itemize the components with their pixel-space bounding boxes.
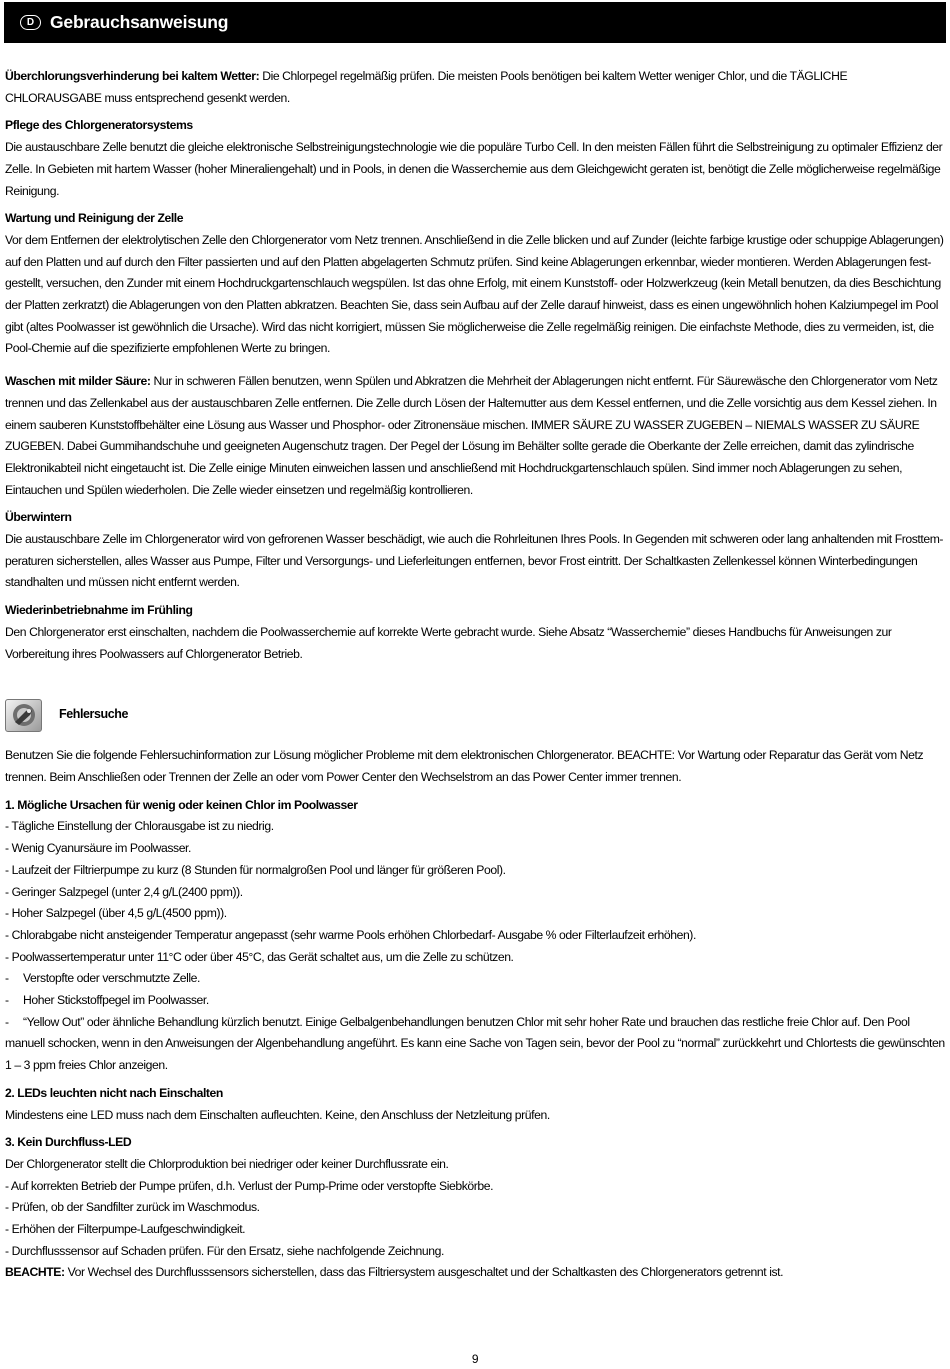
list-item: - Erhöhen der Filterpumpe-Laufgeschwindigkeit. bbox=[5, 1222, 246, 1237]
page-header bbox=[4, 2, 946, 43]
acid-wash-paragraph bbox=[5, 371, 945, 501]
maintenance-text: Vor dem Entfernen der elektrolytischen Zelle den Chlorgenerator vom Netz trennen. Anschließend in die Zelle blicken und auf Zunder (leichte farbige krustige oder schuppige Ablagerungen) auf den Platten und auf durch den Filter passierten und auf den Platten abgelagerten Schmutz prüfen. Sind keine Ablagerungen erkennbar, wieder montieren. Werden Ablagerungen fest-gestellt, versuchen, den Zunder mit einem Hochdruckgartenschlauch wegspülen. Ist das ohne Erfolg, mit einem Kunststoff- oder Holzwerkzeug (kein Metall benutzen, da dies Beschichtung der Platten zerkratzt) die Ablagerungen von den Platten abkratzen. Beachten Sie, dass sein Aufbau auf der Zelle darauf hinweist, dass es einen ungewöhnlich hohen Kalziumpegel im Pool gibt (altes Poolwasser ist gewöhnlich die Ursache). Wird das nicht korrigiert, müssen Sie möglicherweise die Zelle regelmäßig reinigen. Die einfachste Methode, dies zu vermeiden, ist, die Pool-Chemie auf die spezifizierte empfohlenen Werte zu bringen. bbox=[5, 232, 944, 356]
list-item: - “Yellow Out” oder ähnliche Behandlung kürzlich benutzt. Einige Gelbalgenbehandlungen benutzen Chlor mit sehr hoher Rate und brauchen das restliche freie Chlor auf. Den Pool manuell schocken, wenn in den Anweisungen der Algenbehandlung angeführt. Es kann eine Sache von Tagen sein, bevor der Pool zu “normal” zurückkehrt und Chlortests die gewünschten 1 – 3 ppm freies Chlor anzeigen. bbox=[5, 1014, 945, 1073]
list-item: - Durchflusssensor auf Schaden prüfen. Für den Ersatz, siehe nachfolgende Zeichnung. bbox=[5, 1243, 444, 1258]
document-body bbox=[5, 66, 945, 1284]
care-heading: Pflege des Chlorgeneratorsystems bbox=[5, 118, 193, 133]
cold-weather-text: Die Chlorpegel regelmäßig prüfen. Die meisten Pools benötigen bei kaltem Wetter weniger Chlor, und die TÄGLICHE CHLORAUSGABE muss entsprechend gesenkt werden. bbox=[5, 69, 848, 105]
list-item: - Geringer Salzpegel (unter 2,4 g/L(2400 ppm)). bbox=[5, 884, 243, 899]
page-title: Gebrauchsanweisung bbox=[50, 12, 229, 32]
list-item: - Chlorabgabe nicht ansteigender Temperatur angepasst (sehr warme Pools erhöhen Chlorbedarf- Ausgabe % oder Filterlaufzeit erhöhen). bbox=[5, 927, 696, 942]
acid-wash-text: Nur in schweren Fällen benutzen, wenn Spülen und Abkratzen die Mehrheit der Ablagerungen nicht entfernt. Für Säurewäsche den Chlorgenerator vom Netz trennen und das Zellenkabel aus der austauschbaren Zelle entfernen. Die Zelle durch Lösen der Haltemutter aus dem Kessel entfernen, und die Zelle vorsichtig aus dem Kessel ziehen. In einem sauberen Kunststoffbehälter eine Lösung aus Wasser und Phosphor- oder Zitronensäue mischen. IMMER SÄURE ZU WASSER ZUGEBEN – NIEMALS WASSER ZU SÄURE ZUGEBEN. Dabei Gummihandschuhe und geeigneten Augenschutz tragen. Der Pegel der Lösung im Behälter sollte gerade die Oberkante der Zelle erreichen, damit das zylindrische Elektronikabteil nicht eingetaucht ist. Die Zelle einige Minuten einweichen lassen und anschließend mit Hochdruckgartenschlauch spülen. Sind immer noch Ablagerungen zu sehen, Eintauchen und Spülen wiederholen. Die Zelle wieder einsetzen und regelmäßig kontrollieren. bbox=[5, 374, 938, 497]
acid-wash-label: Waschen mit milder Säure: bbox=[5, 374, 151, 389]
list-item-text: Verstopfte oder verschmutzte Zelle. bbox=[23, 971, 201, 986]
care-text: Die austauschbare Zelle benutzt die gleiche elektronische Selbstreinigungstechnologie wie die populäre Turbo Cell. In den meisten Fällen führt die Selbstreinigung zu optimaler Effizienz der Zelle. In Gebieten mit hartem Wasser (hoher Mineraliengehalt) und in Pools, in denen die Wasserchemie aus dem Gleichgewicht geraten ist, benötigt die Zelle möglicherweise regelmäßige Reinigung. bbox=[5, 140, 943, 198]
item2-heading: 2. LEDs leuchten nicht nach Einschalten bbox=[5, 1085, 223, 1100]
list-item: - Wenig Cyanursäure im Poolwasser. bbox=[5, 841, 191, 856]
item1-heading: 1. Mögliche Ursachen für wenig oder keinen Chlor im Poolwasser bbox=[5, 797, 358, 812]
list-item: - Hoher Salzpegel (über 4,5 g/L(4500 ppm)). bbox=[5, 906, 227, 921]
wrench-icon bbox=[5, 699, 42, 732]
list-item: - Auf korrekten Betrieb der Pumpe prüfen, d.h. Verlust der Pump-Prime oder verstopfte Siebkörbe. bbox=[5, 1178, 494, 1193]
note-text: Vor Wechsel des Durchflusssensors sicherstellen, dass das Filtriersystem ausgeschaltet und der Schaltkasten des Chlorgenerators getrennt ist. bbox=[67, 1265, 784, 1280]
list-item: - Tägliche Einstellung der Chlorausgabe ist zu niedrig. bbox=[5, 819, 274, 834]
spring-heading: Wiederinbetriebnahme im Frühling bbox=[5, 603, 193, 618]
maintenance-heading: Wartung und Reinigung der Zelle bbox=[5, 211, 184, 226]
list-item: - Hoher Stickstoffpegel im Poolwasser. bbox=[5, 993, 209, 1008]
list-item-text: Hoher Stickstoffpegel im Poolwasser. bbox=[23, 993, 209, 1008]
list-item: Der Chlorgenerator stellt die Chlorproduktion bei niedriger oder keiner Durchflussrate ein. bbox=[5, 1156, 449, 1171]
troubleshooting-title: Fehlersuche bbox=[59, 707, 129, 722]
item2-text: Mindestens eine LED muss nach dem Einschalten aufleuchten. Keine, den Anschluss der Netzleitung prüfen. bbox=[5, 1107, 550, 1122]
cold-weather-paragraph bbox=[5, 66, 945, 109]
list-item-text: “Yellow Out” oder ähnliche Behandlung kürzlich benutzt. Einige Gelbalgenbehandlungen benutzen Chlor mit sehr hoher Rate und brauchen das restliche freie Chlor auf. Den Pool manuell schocken, wenn in den Anweisungen der Algenbehandlung angeführt. Es kann eine Sache von Tagen sein, bevor der Pool zu “normal” zurückkehrt und Chlortests die gewünschten 1 – 3 ppm freies Chlor anzeigen. bbox=[5, 1014, 945, 1073]
note-label: BEACHTE: bbox=[5, 1265, 65, 1280]
cold-weather-label: Überchlorungsverhinderung bei kaltem Wetter: bbox=[5, 69, 260, 83]
spring-text: Den Chlorgenerator erst einschalten, nachdem die Poolwasserchemie auf korrekte Werte gebracht wurde. Siehe Absatz “Wasserchemie” dieses Handbuchs für Anweisungen zur Vorbereitung ihres Poolwassers auf Chlorgenerator Betrieb. bbox=[5, 624, 892, 661]
winter-heading: Überwintern bbox=[5, 510, 72, 525]
winter-text: Die austauschbare Zelle im Chlorgenerator wird von gefrorenen Wasser beschädigt, wie auch die Rohrleitunen Ihres Pools. In Gegenden mit schweren oder lang anhaltenden mit Frosttem-peraturen sicherstellen, alles Wasser aus Pumpe, Filter und Versorgungs- und Lieferleitungen entfernen, bevor Frost eintritt. Der Schaltkasten Zellenkessel können Winterbedingungen standhalten und müssen nicht entfernt werden. bbox=[5, 532, 944, 590]
page-number: 9 bbox=[471, 1352, 479, 1366]
language-badge: D bbox=[20, 15, 41, 30]
troubleshooting-header bbox=[5, 693, 945, 737]
list-item: - Verstopfte oder verschmutzte Zelle. bbox=[5, 971, 201, 986]
item3-note bbox=[5, 1262, 945, 1284]
list-item: - Poolwassertemperatur unter 11°C oder über 45°C, das Gerät schaltet aus, um die Zelle zu schützen. bbox=[5, 949, 514, 964]
item3-heading: 3. Kein Durchfluss-LED bbox=[5, 1135, 132, 1150]
troubleshooting-intro: Benutzen Sie die folgende Fehlersuchinformation zur Lösung möglicher Probleme mit dem elektronischen Chlorgenerator. BEACHTE: Vor Wartung oder Reparatur das Gerät vom Netz trennen. Beim Anschließen oder Trennen der Zelle an oder vom Power Center den Wechselstrom an das Power Center immer trennen. bbox=[5, 748, 924, 784]
list-item: - Laufzeit der Filtrierpumpe zu kurz (8 Stunden für normalgroßen Pool und länger für größeren Pool). bbox=[5, 862, 506, 877]
list-item: - Prüfen, ob der Sandfilter zurück im Waschmodus. bbox=[5, 1200, 260, 1215]
